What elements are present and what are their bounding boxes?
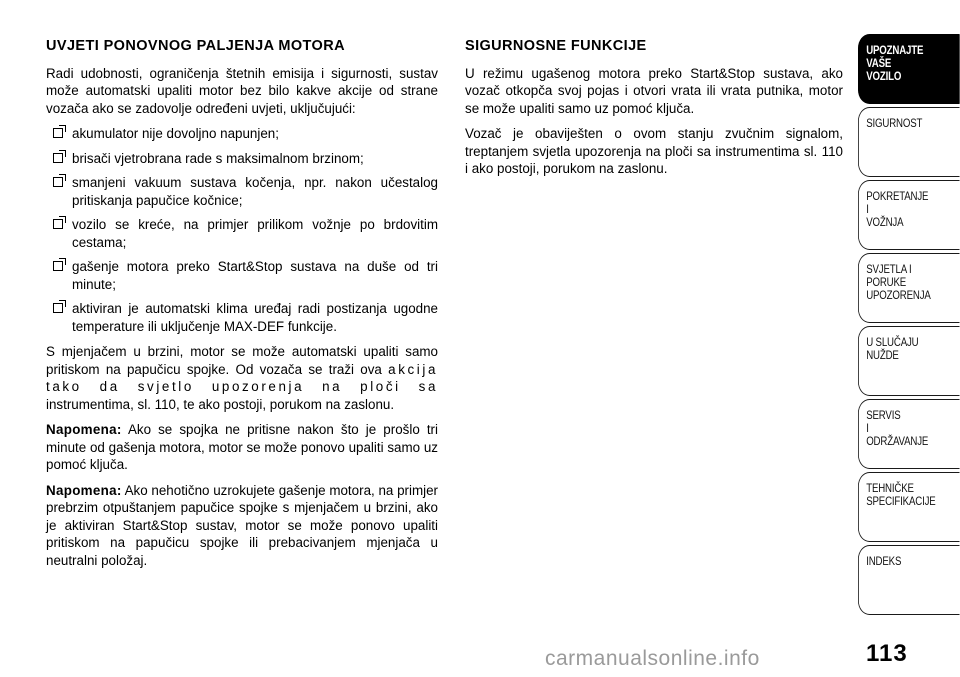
note-paragraph-2: Napomena: Ako nehotično uzrokujete gašenje motora, na primjer prebrzim otpuštanjem papučice spojke s mjenjačem u brzini, ako je aktiviran Start&Stop sustav, motor se može ponovo upaliti pritiskom na papučicu spojke ili prebacivanjem mjenjača u neutralni položaj.: [46, 482, 438, 568]
checkbox-bullet-icon: [53, 177, 63, 187]
note-label: Napomena:: [46, 482, 122, 498]
checkbox-bullet-icon: [53, 128, 63, 138]
list-item: smanjeni vakuum sustava kočenja, npr. nakon učestalog pritiskanja papučice kočnice;: [46, 174, 438, 209]
list-item: gašenje motora preko Start&Stop sustava na duše od tri minute;: [46, 258, 438, 293]
list-item: akumulator nije dovoljno napunjen;: [46, 125, 438, 143]
left-column: [46, 38, 438, 577]
clutch-paragraph: S mjenjačem u brzini, motor se može automatski upaliti samo pritiskom na papučicu spojke. Od vozača se traži ova akcija tako da svjetlo upozorenja na ploči sa instrumentima, sl. 110, te ako postoji, porukom na zaslonu.: [46, 344, 438, 412]
section-heading-safety-functions: SIGURNOSNE FUNKCIJE: [465, 38, 647, 54]
tab-indeks[interactable]: INDEKS: [858, 545, 960, 615]
note-paragraph-1: Napomena: Ako se spojka ne pritisne nakon što je prošlo tri minute od gašenja motora, motor se može ponovo upaliti samo uz pomoć ključa.: [46, 422, 438, 472]
safety-paragraph-1: U režimu ugašenog motora preko Start&Stop sustava, ako vozač otkopča svoj pojas i otvori vrata ili vrata putnika, motor se može upaliti samo uz pomoć ključa.: [465, 65, 843, 116]
tab-pokretanje-i-voznja[interactable]: POKRETANJE I VOŽNJA: [858, 180, 960, 250]
section-heading-restart-conditions: UVJETI PONOVNOG PALJENJA MOTORA: [46, 38, 345, 54]
tab-upoznajte-vase-vozilo[interactable]: UPOZNAJTE VAŠE VOZILO: [858, 34, 960, 104]
tab-tehnicke-specifikacije[interactable]: TEHNIČKE SPECIFIKACIJE: [858, 472, 960, 542]
tab-servis-i-odrzavanje[interactable]: SERVIS I ODRŽAVANJE: [858, 399, 960, 469]
chapter-tabs: [858, 34, 960, 618]
tab-svjetla-i-poruke-upozorenja[interactable]: SVJETLA I PORUKE UPOZORENJA: [858, 253, 960, 323]
conditions-list: [46, 125, 438, 335]
watermark: carmanualsonline.info: [545, 647, 760, 670]
note-label: Napomena:: [46, 422, 122, 437]
right-column: [465, 38, 843, 186]
list-item: brisači vjetrobrana rade s maksimalnom brzinom;: [46, 150, 438, 168]
checkbox-bullet-icon: [53, 261, 63, 271]
list-item: aktiviran je automatski klima uređaj radi postizanja ugodne temperature ili uključenje MAX-DEF funkcije.: [46, 300, 438, 335]
safety-paragraph-2: Vozač je obaviješten o ovom stanju zvučnim signalom, treptanjem svjetla upozorenja na ploči sa instrumentima sl. 110 i ako postoji, porukom na zaslonu.: [465, 126, 843, 176]
checkbox-bullet-icon: [53, 303, 63, 313]
intro-paragraph: Radi udobnosti, ograničenja štetnih emisija i sigurnosti, sustav može automatski upaliti motor bez bilo kakve akcije od strane vozača ako se zadovolje određeni uvjeti, uključujući:: [46, 65, 438, 116]
list-item: vozilo se kreće, na primjer prilikom vožnje po brdovitim cestama;: [46, 216, 438, 251]
tab-sigurnost[interactable]: SIGURNOST: [858, 107, 960, 177]
checkbox-bullet-icon: [53, 219, 63, 229]
tab-u-slucaju-nuzde[interactable]: U SLUČAJU NUŽDE: [858, 326, 960, 396]
checkbox-bullet-icon: [53, 153, 63, 163]
page-number: 113: [866, 640, 908, 667]
